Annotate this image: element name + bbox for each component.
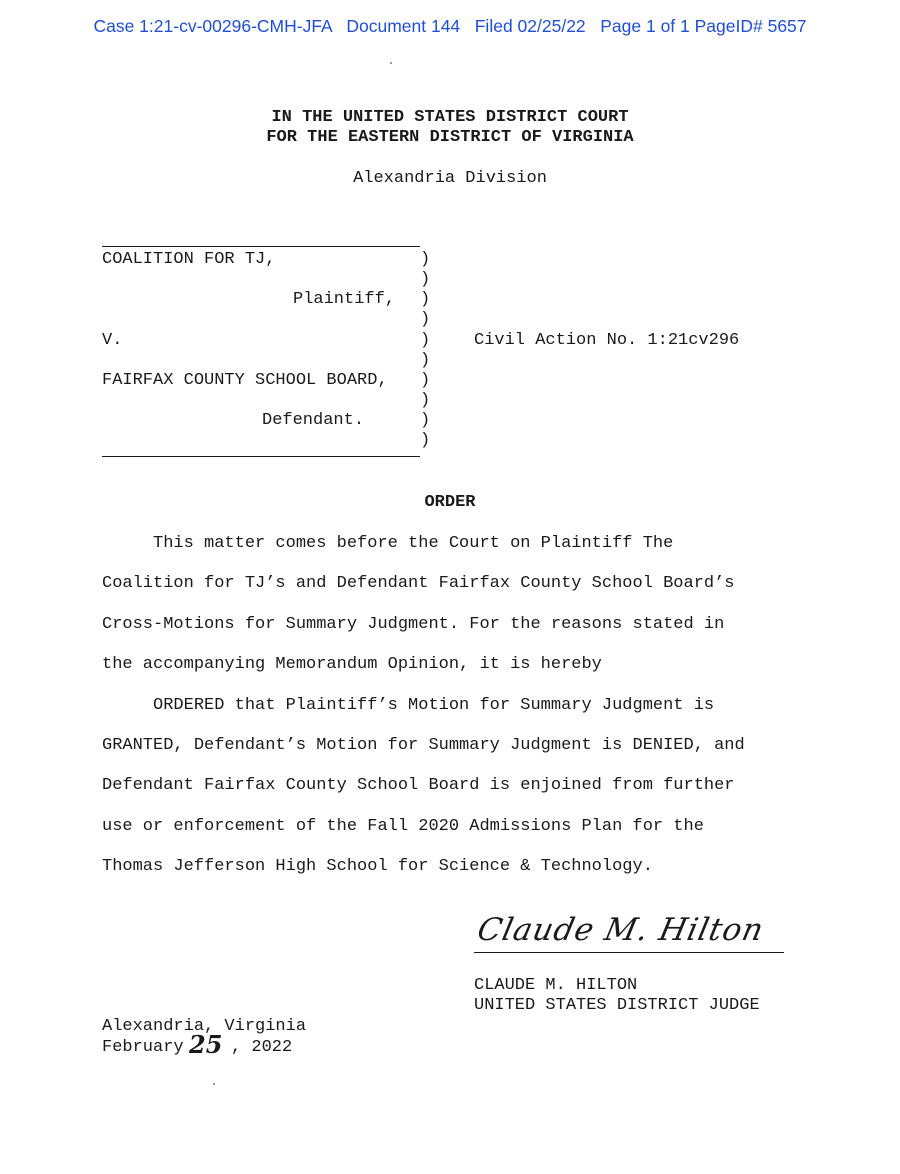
caption-top-rule: [102, 246, 420, 247]
judge-name: CLAUDE M. HILTON: [474, 976, 638, 995]
scan-speck: [390, 62, 392, 64]
order-title: ORDER: [424, 493, 476, 512]
dateline-place: Alexandria, Virginia: [102, 1017, 307, 1036]
caption-paren: ): [420, 371, 431, 390]
order-text-line: GRANTED, Defendant’s Motion for Summary Judgment is DENIED, and: [102, 736, 745, 755]
judge-title: UNITED STATES DISTRICT JUDGE: [474, 996, 760, 1015]
defendant-role: Defendant.: [262, 411, 365, 430]
caption-paren: ): [420, 331, 431, 350]
order-text-line: ORDERED that Plaintiff’s Motion for Summary Judgment is: [102, 696, 715, 715]
caption-paren: ): [420, 270, 431, 289]
order-text-line: Cross-Motions for Summary Judgment. For the reasons stated in: [102, 615, 725, 634]
dateline-day-handwritten: 25: [189, 1030, 223, 1059]
caption-bottom-rule: [102, 456, 420, 457]
dateline-year: , 2022: [231, 1038, 293, 1057]
caption-paren: ): [420, 290, 431, 309]
plaintiff-name: COALITION FOR TJ,: [102, 250, 276, 269]
caption-paren: ): [420, 391, 431, 410]
caption-paren: ): [420, 411, 431, 430]
court-name-line1: IN THE UNITED STATES DISTRICT COURT: [271, 108, 629, 127]
case-header-stamp: Case 1:21-cv-00296-CMH-JFA Document 144 Filed 02/25/22 Page 1 of 1 PageID# 5657: [93, 16, 807, 36]
order-text-line: This matter comes before the Court on Plaintiff The: [102, 534, 674, 553]
versus-label: V.: [102, 331, 123, 350]
scan-speck: [213, 1083, 215, 1085]
civil-action-number: Civil Action No. 1:21cv296: [474, 331, 740, 350]
defendant-name: FAIRFAX COUNTY SCHOOL BOARD,: [102, 371, 388, 390]
order-text-line: Thomas Jefferson High School for Science & Technology.: [102, 857, 653, 876]
signature-line: [474, 952, 784, 953]
caption-paren: ): [420, 310, 431, 329]
caption-paren: ): [420, 431, 431, 450]
caption-paren: ): [420, 250, 431, 269]
plaintiff-role: Plaintiff,: [293, 290, 396, 309]
order-text-line: use or enforcement of the Fall 2020 Admissions Plan for the: [102, 817, 704, 836]
court-name-line2: FOR THE EASTERN DISTRICT OF VIRGINIA: [266, 128, 634, 147]
order-text-line: Defendant Fairfax County School Board is enjoined from further: [102, 776, 735, 795]
dateline-month: February: [102, 1038, 184, 1057]
caption-paren: ): [420, 351, 431, 370]
court-division: Alexandria Division: [353, 169, 547, 188]
order-text-line: Coalition for TJ’s and Defendant Fairfax County School Board’s: [102, 574, 735, 593]
signature-script: Claude M. Hilton: [474, 912, 768, 948]
order-text-line: the accompanying Memorandum Opinion, it is hereby: [102, 655, 602, 674]
